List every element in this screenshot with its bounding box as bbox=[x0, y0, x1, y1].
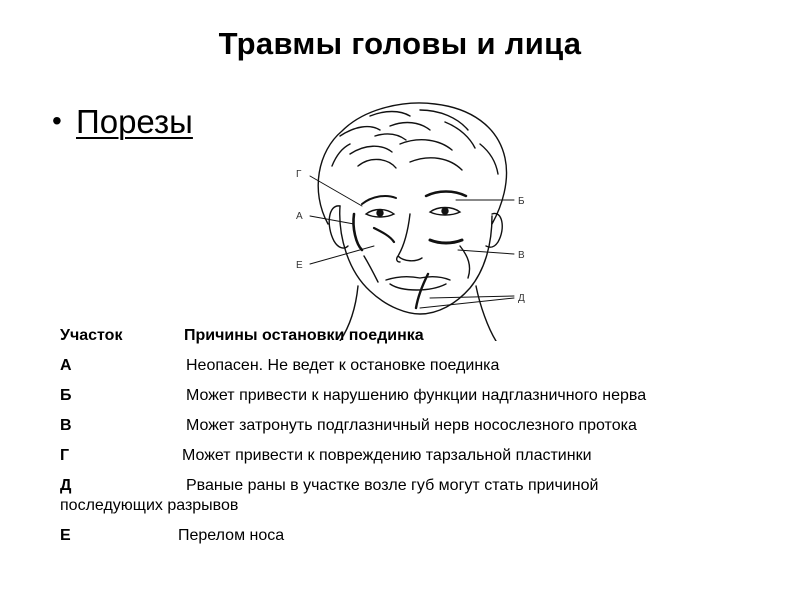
table-row bbox=[60, 526, 780, 546]
table-header-row bbox=[60, 326, 780, 346]
label-a: А bbox=[296, 211, 303, 222]
label-b: Б bbox=[518, 196, 525, 207]
header-causes: Причины остановки поединка bbox=[184, 327, 424, 344]
row-key: В bbox=[60, 417, 72, 434]
cut-mark-v bbox=[430, 240, 462, 243]
leader-v bbox=[458, 250, 514, 254]
row-key: Б bbox=[60, 387, 72, 404]
face-drawing bbox=[270, 96, 560, 341]
row-value: Может привести к нарушению функции надглазничного нерва bbox=[186, 387, 647, 404]
leader-d2 bbox=[420, 298, 514, 308]
table-row bbox=[60, 446, 780, 466]
bullet-dot: • bbox=[52, 105, 62, 136]
slide-title: Травмы головы и лица bbox=[218, 26, 582, 61]
hair-outline bbox=[318, 103, 506, 224]
table-row bbox=[60, 476, 780, 516]
row-value: Рваные раны в участке возле губ могут стать причиной bbox=[186, 477, 599, 494]
injury-table bbox=[60, 326, 780, 556]
bullet-item bbox=[52, 103, 193, 141]
label-v: В bbox=[518, 250, 525, 261]
label-e: Е bbox=[296, 260, 303, 271]
row-value: Перелом носа bbox=[178, 527, 285, 544]
header-area: Участок bbox=[60, 327, 123, 344]
label-g: Г bbox=[296, 169, 302, 180]
leader-a bbox=[310, 216, 354, 224]
face-illustration bbox=[270, 96, 560, 341]
row-key: Д bbox=[60, 477, 72, 494]
row-value: Неопасен. Не ведет к остановке поединка bbox=[186, 357, 500, 374]
label-d: Д bbox=[518, 293, 525, 304]
row-value: Может привести к повреждению тарзальной пластинки bbox=[182, 447, 592, 464]
row-key: Г bbox=[60, 447, 70, 464]
row-key: А bbox=[60, 357, 72, 374]
table-row bbox=[60, 386, 780, 406]
leader-d1 bbox=[430, 296, 514, 298]
cut-mark-a bbox=[353, 214, 362, 250]
bullet-text: Порезы bbox=[76, 103, 193, 140]
table-row bbox=[60, 356, 780, 376]
table-row bbox=[60, 416, 780, 436]
row-key: Е bbox=[60, 527, 71, 544]
cut-mark-d bbox=[416, 274, 428, 308]
row-value-continuation: последующих разрывов bbox=[60, 497, 239, 514]
row-value: Может затронуть подглазничный нерв носослезного протока bbox=[186, 417, 637, 434]
leader-e bbox=[310, 246, 374, 264]
cut-mark-e bbox=[374, 228, 394, 242]
